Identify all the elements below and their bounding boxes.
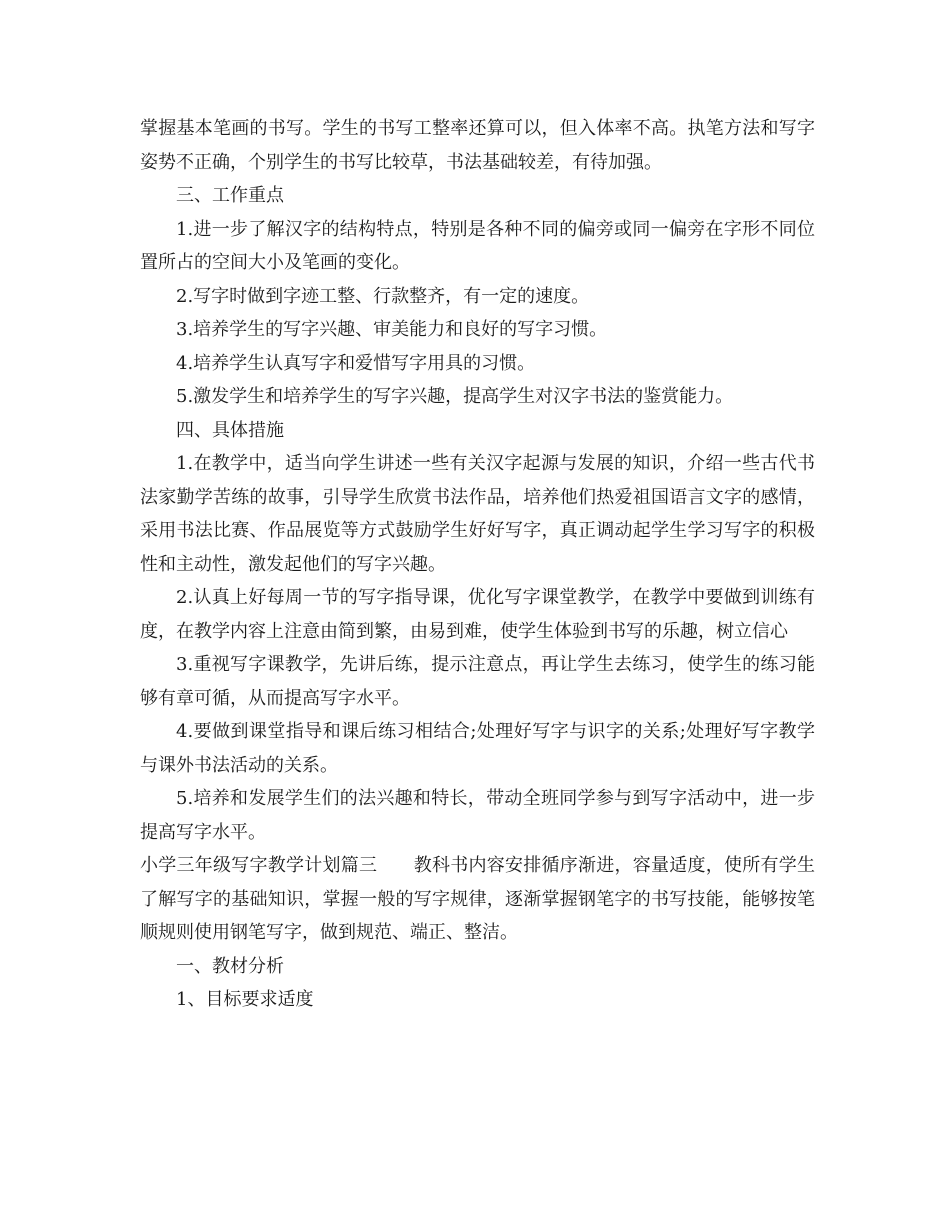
focus-item-1: 1.进一步了解汉字的结构特点，特别是各种不同的偏旁或同一偏旁在字形不同位置所占的空间大小及笔画的变化。: [140, 218, 815, 273]
measure-item-3: 3.重视写字课教学，先讲后练，提示注意点，再让学生去练习，使学生的练习能够有章可循，从而提高写字水平。: [140, 654, 815, 709]
focus-item-2: 2.写字时做到字迹工整、行款整齐，有一定的速度。: [176, 285, 590, 307]
subheading-goal-requirements: 1、目标要求适度: [176, 989, 314, 1010]
measure-item-4: 4.要做到课堂指导和课后练习相结合;处理好写字与识字的关系;处理好写字教学与课外书法活动的关系。: [140, 721, 815, 776]
part-three-intro: 小学三年级写字教学计划篇三 教科书内容安排循序渐进，容量适度，使所有学生了解写字的基础知识，掌握一般的写字规律，逐渐掌握钢笔字的书写技能，能够按笔顺规则使用钢笔写字，做到规范、端正、整洁。: [140, 855, 815, 943]
paragraph-continuation: 掌握基本笔画的书写。学生的书写工整率还算可以，但入体率不高。执笔方法和写字姿势不正确，个别学生的书写比较草，书法基础较差，有待加强。: [140, 118, 815, 173]
measure-item-2: 2.认真上好每周一节的写字指导课，优化写字课堂教学，在教学中要做到训练有度，在教学内容上注意由简到繁，由易到难，使学生体验到书写的乐趣，树立信心: [140, 587, 815, 642]
measure-item-5: 5.培养和发展学生们的法兴趣和特长，带动全班同学参与到写字活动中，进一步提高写字水平。: [140, 788, 815, 843]
focus-item-3: 3.培养学生的写字兴趣、审美能力和良好的写字习惯。: [176, 319, 608, 340]
section-heading-work-focus: 三、工作重点: [176, 185, 284, 206]
section-heading-measures: 四、具体措施: [176, 419, 284, 441]
section-heading-textbook-analysis: 一、教材分析: [176, 955, 284, 977]
focus-item-5: 5.激发学生和培养学生的写字兴趣，提高学生对汉字书法的鉴赏能力。: [176, 386, 734, 407]
focus-item-4: 4.培养学生认真写字和爱惜写字用具的习惯。: [176, 352, 536, 374]
document-body: [140, 112, 815, 1017]
measure-item-1: 1.在教学中，适当向学生讲述一些有关汉字起源与发展的知识，介绍一些古代书法家勤学苦练的故事，引导学生欣赏书法作品，培养他们热爱祖国语言文字的感情，采用书法比赛、作品展览等方式鼓励学生好好写字，真正调动起学生学习写字的积极性和主动性，激发起他们的写字兴趣。: [140, 453, 815, 575]
